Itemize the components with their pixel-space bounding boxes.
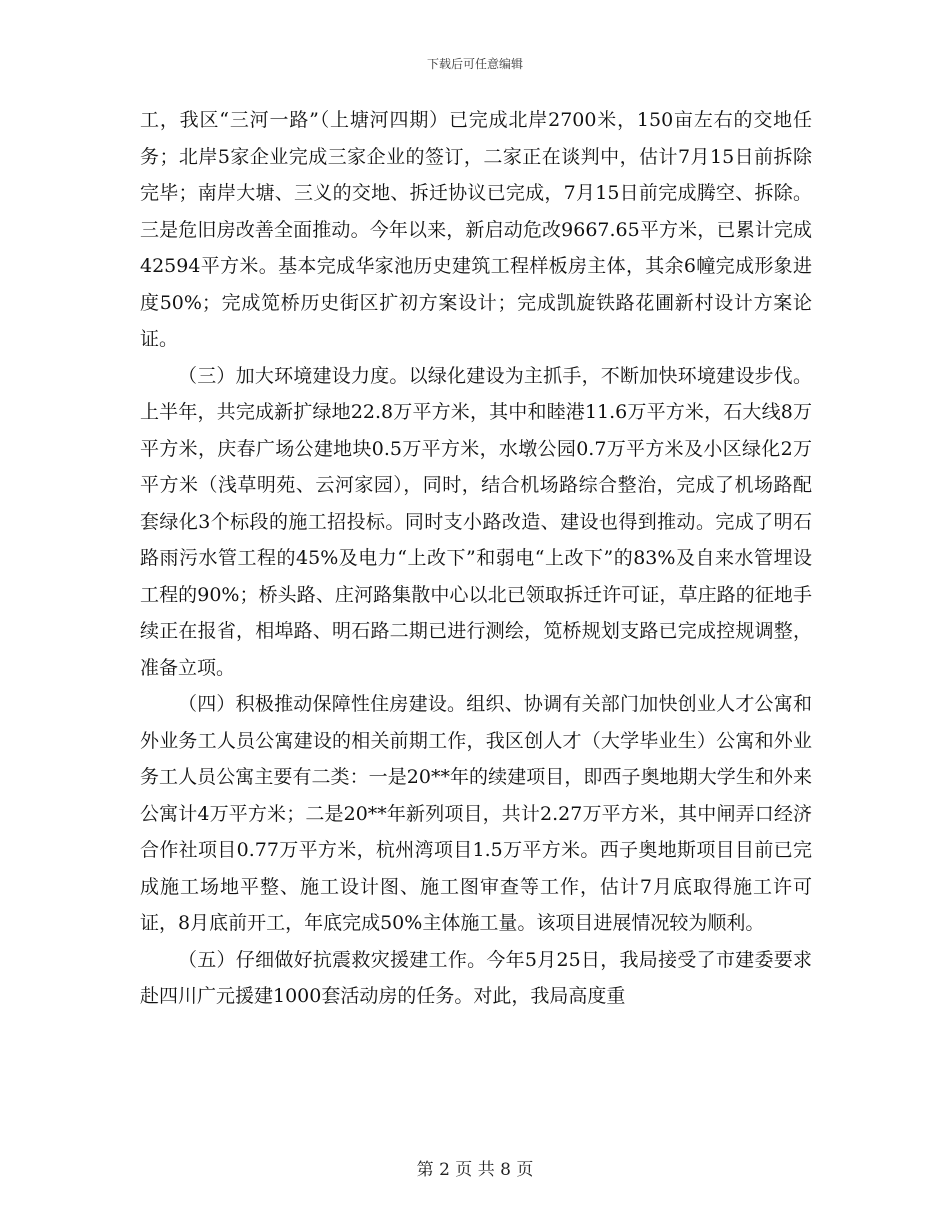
paragraph-environment: （三）加大环境建设力度。以绿化建设为主抓手，不断加快环境建设步伐。上半年，共完成新扩绿地22.8万平方米，其中和睦港11.6万平方米，石大线8万平方米，庆春广场公建地块0.5万平方米，水墩公园0.7万平方米及小区绿化2万平方米（浅草明苑、云河家园），同时，结合机场路综合整治，完成了机场路配套绿化3个标段的施工招投标。同时支小路改造、建设也得到推动。完成了明石路雨污水管工程的45%及电力“上改下”和弱电“上改下”的83%及自来水管埋设工程的90%；桥头路、庄河路集散中心以北已领取拆迁许可证，草庄路的征地手续正在报省，相埠路、明石路二期已进行测绘，笕桥规划支路已完成控规调整，准备立项。 (140, 364, 812, 679)
paragraph-continued: 工，我区“三河一路”（上塘河四期）已完成北岸2700米，150亩左右的交地任务；北岸5家企业完成三家企业的签订，二家正在谈判中，估计7月15日前拆除完毕；南岸大塘、三义的交地、拆迁协议已完成，7月15日前完成腾空、拆除。三是危旧房改善全面推动。今年以来，新启动危改9667.65平方米，已累计完成42594平方米。基本完成华家池历史建筑工程样板房主体，其余6幢完成形象进度50%；完成笕桥历史街区扩初方案设计；完成凯旋铁路花圃新村设计方案论证。 (140, 109, 812, 350)
page-number: 第 2 页 共 8 页 (416, 1160, 534, 1180)
document-body (140, 102, 812, 1015)
page-header: 下载后可任意编辑 (426, 57, 523, 71)
paragraph-housing: （四）积极推动保障性住房建设。组织、协调有关部门加快创业人才公寓和外业务工人员公寓建设的相关前期工作，我区创人才（大学毕业生）公寓和外业务工人员公寓主要有二类：一是20**年的续建项目，即西子奥地期大学生和外来公寓计4万平方米；二是20**年新列项目，共计2.27万平方米，其中闸弄口经济合作社项目0.77万平方米，杭州湾项目1.5万平方米。西子奥地斯项目目前已完成施工场地平整、施工设计图、施工图审查等工作，估计7月底取得施工许可证，8月底前开工，年底完成50%主体施工量。该项目进展情况较为顺利。 (140, 693, 812, 934)
paragraph-earthquake-relief: （五）仔细做好抗震救灾援建工作。今年5月25日，我局接受了市建委要求赴四川广元援建1000套活动房的任务。对此，我局高度重 (140, 948, 812, 1007)
